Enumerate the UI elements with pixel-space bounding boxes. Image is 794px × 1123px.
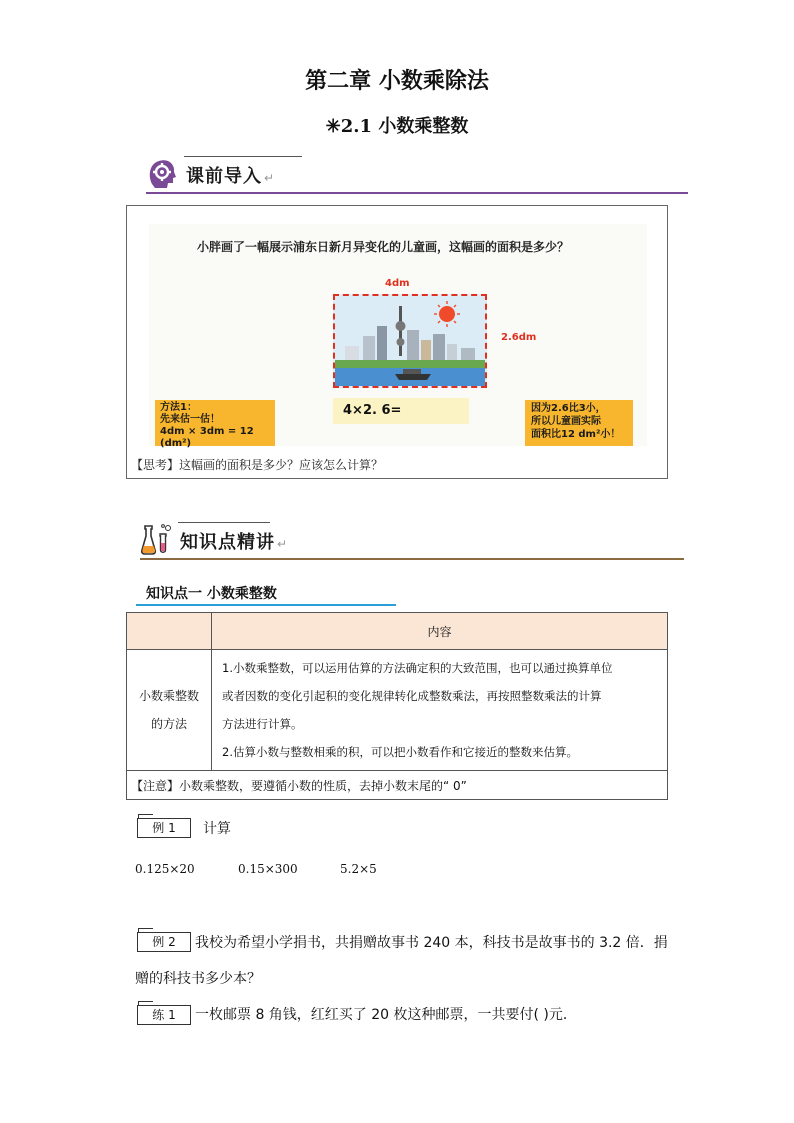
knowledge-section-header: [140, 522, 684, 562]
table-corner-cell: [127, 613, 212, 650]
method-line: (dm²): [160, 438, 192, 449]
reason-line: 所以儿童画实际: [531, 416, 601, 427]
row-label-line: 的方法: [150, 717, 187, 731]
intro-header-label: 课前导入 ↵: [186, 166, 276, 187]
calc-item: 0.125×20: [135, 862, 195, 876]
practice-1-text: 一枚邮票 8 角钱，红红买了 20 枚这种邮票，一共要付( )元．: [195, 1007, 577, 1023]
knowledge-header-label: 知识点精讲 ↵: [180, 532, 289, 553]
reason-line: 面积比12 dm²小！: [531, 429, 621, 440]
table-header-cell: 内容: [212, 613, 668, 650]
content-line: 方法进行计算。: [222, 717, 303, 731]
table-content-cell: [212, 650, 668, 771]
chapter-title: 第二章 小数乘除法: [305, 69, 489, 94]
childrens-drawing: [333, 294, 487, 388]
section-title: ✳2.1 小数乘整数: [325, 116, 469, 137]
intro-box: [126, 205, 668, 479]
calc-item: 5.2×5: [340, 862, 377, 876]
formula-box: 4×2. 6=: [333, 398, 469, 424]
header-underline: [146, 192, 688, 194]
intro-section-header: [146, 156, 688, 196]
knowledge-point-underline: [136, 604, 396, 606]
knowledge-table: [126, 612, 668, 800]
think-prompt: 【思考】这幅画的面积是多少？应该怎么计算？: [131, 458, 384, 472]
example-2-label: 例 2: [137, 932, 191, 952]
reason-note: [525, 400, 633, 446]
method-line: 先来估一估！: [160, 414, 220, 425]
knowledge-point-title: 知识点一 小数乘整数: [146, 586, 277, 602]
method-note: [155, 400, 275, 449]
content-line: 2.估算小数与整数相乘的积，可以把小数看作和它接近的整数来估算。: [222, 745, 578, 759]
method-line: 方法1：: [160, 402, 197, 413]
intro-illustration: [149, 224, 647, 449]
intro-question: 小胖画了一幅展示浦东日新月异变化的儿童画，这幅画的面积是多少？: [197, 240, 570, 254]
example-2-line: 我校为希望小学捐书，共捐赠故事书 240 本，科技书是故事书的 3.2 倍．捐: [195, 935, 668, 951]
example-1-label: 例 1: [137, 818, 191, 838]
calc-item: 0.15×300: [238, 862, 298, 876]
table-row-label: [127, 650, 212, 771]
content-line: 或者因数的变化引起积的变化规律转化成整数乘法，再按照整数乘法的计算: [222, 689, 602, 703]
content-line: 1.小数乘整数，可以运用估算的方法确定积的大致范围，也可以通过换算单位: [222, 661, 613, 675]
header-top-rule: [178, 522, 270, 523]
method-line: 4dm × 3dm = 12: [160, 426, 254, 437]
head-gear-icon: [146, 156, 178, 190]
row-label-line: 小数乘整数: [138, 689, 199, 703]
example-1-text: 计算: [203, 821, 231, 837]
header-underline: [140, 558, 684, 560]
table-note: 【注意】小数乘整数，要遵循小数的性质，去掉小数末尾的“ 0”: [127, 771, 668, 800]
reason-line: 因为2.6比3小，: [531, 403, 606, 414]
height-label: 2.6dm: [501, 332, 537, 343]
lab-flask-icon: [140, 522, 172, 556]
header-top-rule: [184, 156, 302, 157]
practice-1-label: 练 1: [137, 1005, 191, 1025]
example-2-line: 赠的科技书多少本？: [135, 971, 261, 987]
city-skyline-image: [335, 296, 485, 386]
width-label: 4dm: [385, 278, 410, 289]
